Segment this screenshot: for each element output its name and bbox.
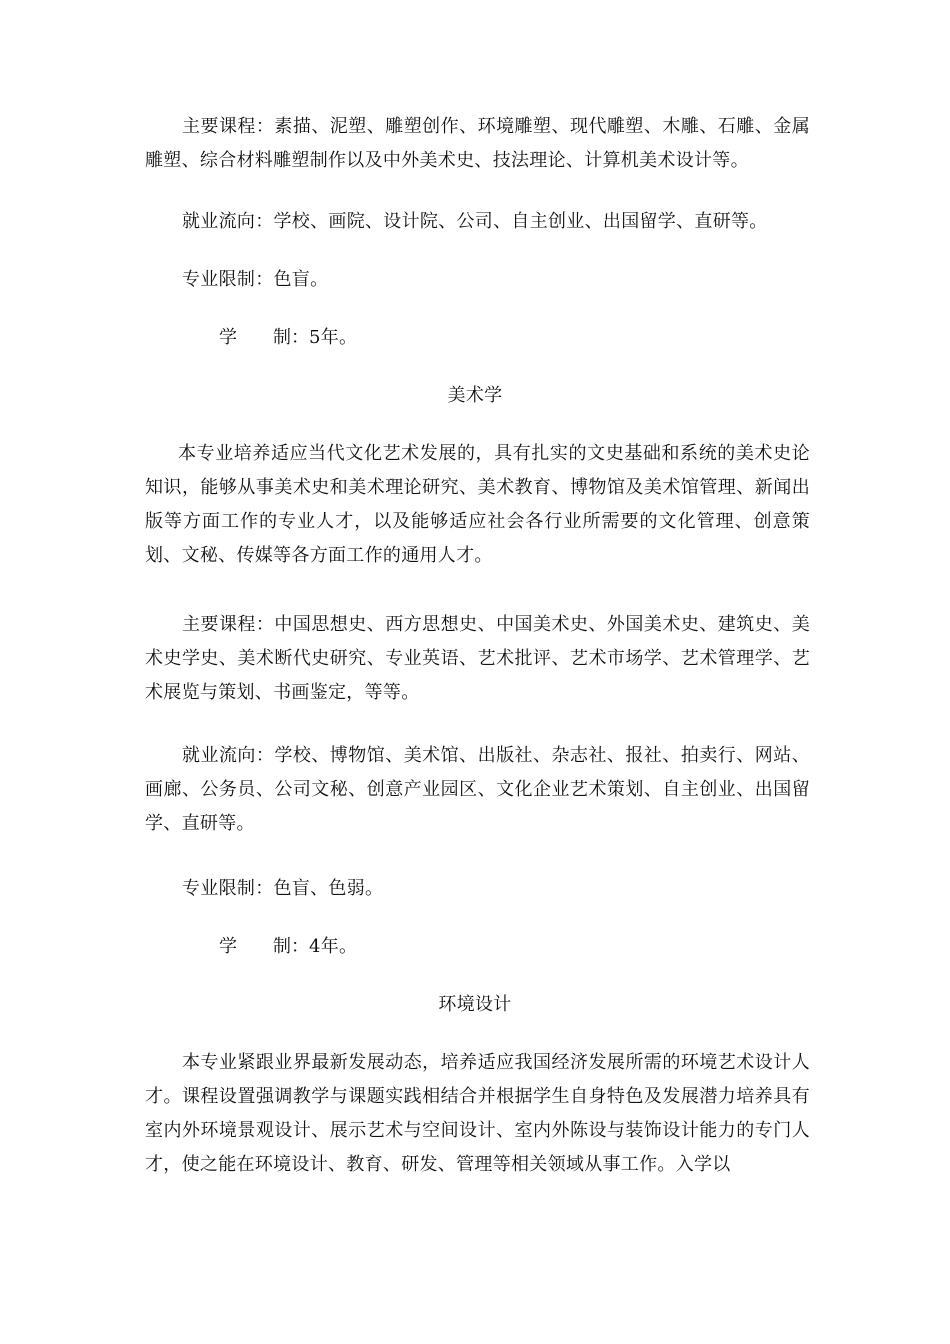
art-studies-courses: 主要课程：中国思想史、西方思想史、中国美术史、外国美术史、建筑史、美术史学史、美术断代史研究、专业英语、艺术批评、艺术市场学、艺术管理学、艺术展览与策划、书画鉴定，等等。 xyxy=(145,614,810,703)
duration-value: 5年。 xyxy=(309,327,358,348)
sculpture-employment: 就业流向：学校、画院、设计院、公司、自主创业、出国留学、直研等。 xyxy=(182,211,768,232)
art-studies-intro: 本专业培养适应当代文化艺术发展的，具有扎实的文史基础和系统的美术史论知识，能够从事美术史和美术理论研究、美术教育、博物馆及美术馆管理、新闻出版等方面工作的专业人才，以及能够适应社会各行业所需要的文化管理、创意策划、文秘、传媒等各方面工作的通用人才。 xyxy=(145,443,810,566)
art-studies-duration xyxy=(145,930,810,964)
art-studies-restriction: 专业限制：色盲、色弱。 xyxy=(182,878,384,899)
duration-value: 4年。 xyxy=(309,936,358,957)
sculpture-courses: 主要课程：素描、泥塑、雕塑创作、环境雕塑、现代雕塑、木雕、石雕、金属雕塑、综合材料雕塑制作以及中外美术史、技法理论、计算机美术设计等。 xyxy=(145,116,810,171)
section-title-art-studies: 美术学 xyxy=(447,385,503,406)
duration-label: 学 制： xyxy=(219,327,309,348)
section-title-environmental-design: 环境设计 xyxy=(438,994,512,1015)
environmental-design-intro: 本专业紧跟业界最新发展动态，培养适应我国经济发展所需的环境艺术设计人才。课程设置强调教学与课题实践相结合并根据学生自身特色及发展潜力培养具有室内外环境景观设计、展示艺术与空间设计、室内外陈设与装饰设计能力的专门人才，使之能在环境设计、教育、研发、管理等相关领域从事工作。入学以 xyxy=(145,1052,810,1175)
sculpture-restriction: 专业限制：色盲。 xyxy=(182,269,329,290)
duration-label: 学 制： xyxy=(219,936,309,957)
art-studies-employment: 就业流向：学校、博物馆、美术馆、出版社、杂志社、报社、拍卖行、网站、画廊、公务员、公司文秘、创意产业园区、文化企业艺术策划、自主创业、出国留学、直研等。 xyxy=(145,745,810,834)
sculpture-duration xyxy=(145,321,810,355)
